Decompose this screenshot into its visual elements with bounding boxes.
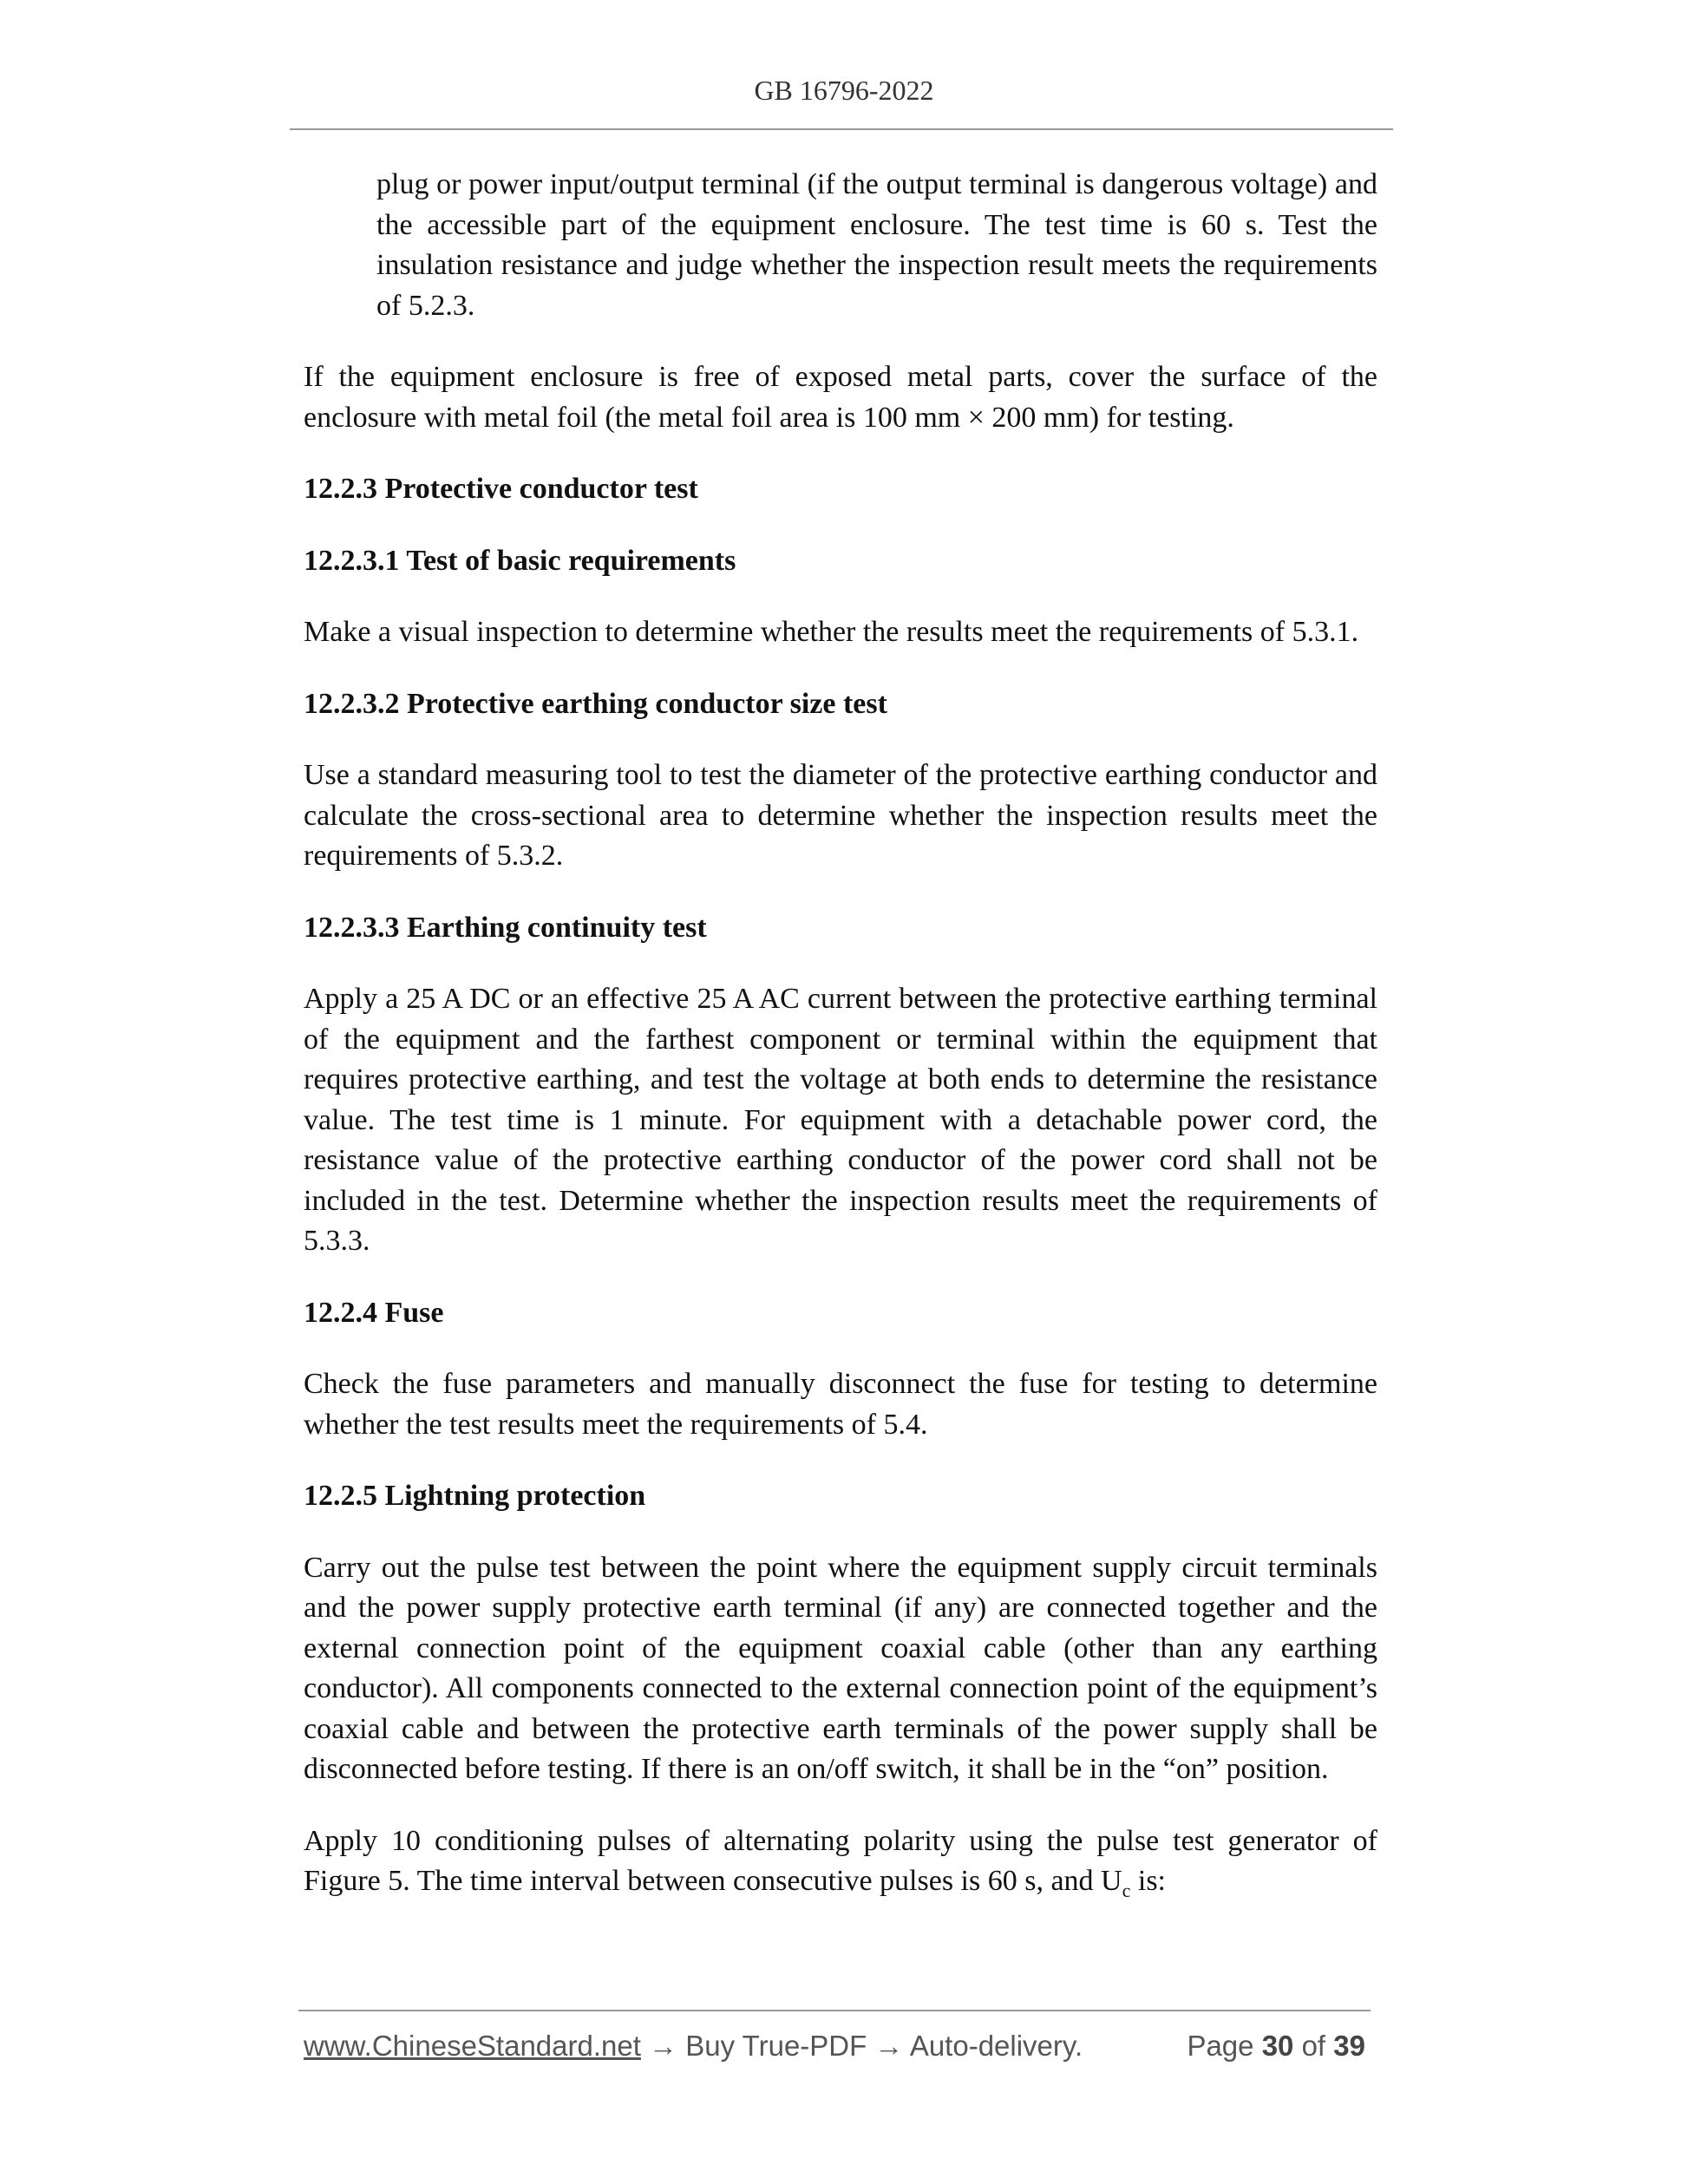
page-header [0,75,1688,107]
header-divider [290,128,1393,130]
basic-requirements-paragraph: Make a visual inspection to determine whether the results meet the requirements of 5.3.1. [304,616,1359,648]
heading-12-2-3-3: 12.2.3.3 Earthing continuity test [304,911,707,944]
heading-12-2-3-2: 12.2.3.2 Protective earthing conductor size test [304,687,887,720]
conductor-size-paragraph: Use a standard measuring tool to test the diameter of the protective earthing conductor and calculate the cross-sectional area to determine whether the inspection results meet the requirements of 5.3.2. [304,759,1377,872]
page-number: 30 [1261,2030,1294,2062]
pulses-text-end: is: [1130,1865,1166,1897]
earthing-continuity-paragraph: Apply a 25 A DC or an effective 25 A AC current between the protective earthing terminal of the equipment and the farthest component or terminal within the equipment that requires protective earthing, and test the voltage at both ends to determine the resistance value. The test time is 1 minute. For equipment with a detachable power cord, the resistance value of the protective earthing conductor of the power cord shall not be included in the test. Determine whether the inspection results meet the requirements of 5.3.3. [304,983,1377,1257]
metal-foil-paragraph: If the equipment enclosure is free of exposed metal parts, cover the surface of the enclosure with metal foil (the metal foil area is 100 mm × 200 mm) for testing. [304,361,1377,434]
footer-divider [298,2010,1371,2011]
total-pages: 39 [1333,2030,1365,2062]
fuse-paragraph: Check the fuse parameters and manually disconnect the fuse for testing to determine whether the test results meet the requirements of 5.4. [304,1368,1377,1441]
continued-paragraph: plug or power input/output terminal (if the output terminal is dangerous voltage) and the accessible part of the equipment enclosure. The test time is 60 s. Test the insulation resistance and judge whether the inspection result meets the requirements of 5.2.3. [376,168,1377,322]
heading-12-2-3: 12.2.3 Protective conductor test [304,473,698,505]
footer-tagline: → Buy True-PDF → Auto-delivery. [640,2030,1083,2062]
footer-promo [304,2030,1083,2063]
pulses-text: Apply 10 conditioning pulses of alternating polarity using the pulse test generator of Figure 5. The time interval between consecutive pulses is 60 s, and U [304,1824,1377,1897]
heading-12-2-3-1: 12.2.3.1 Test of basic requirements [304,544,736,577]
site-link[interactable]: www.ChineseStandard.net [304,2030,641,2062]
uc-subscript: c [1122,1879,1131,1901]
standard-code: GB 16796-2022 [754,75,934,106]
page-label: Page [1187,2030,1254,2062]
heading-12-2-4: 12.2.4 Fuse [304,1296,444,1329]
document-body [304,165,1377,1911]
heading-12-2-5: 12.2.5 Lightning protection [304,1480,646,1512]
lightning-protection-paragraph: Carry out the pulse test between the point where the equipment supply circuit terminals and the power supply protective earth terminal (if any) are connected together and the external connection point of the equipment coaxial cable (other than any earthing conductor). All components connected to the external connection point of the equipment’s coaxial cable and between the protective earth terminals of the power supply shall be disconnected before testing. If there is an on/off switch, it shall be in the “on” position. [304,1551,1377,1785]
of-label: of [1301,2030,1326,2062]
conditioning-pulses-paragraph [304,1821,1377,1912]
page-indicator [1187,2030,1365,2063]
